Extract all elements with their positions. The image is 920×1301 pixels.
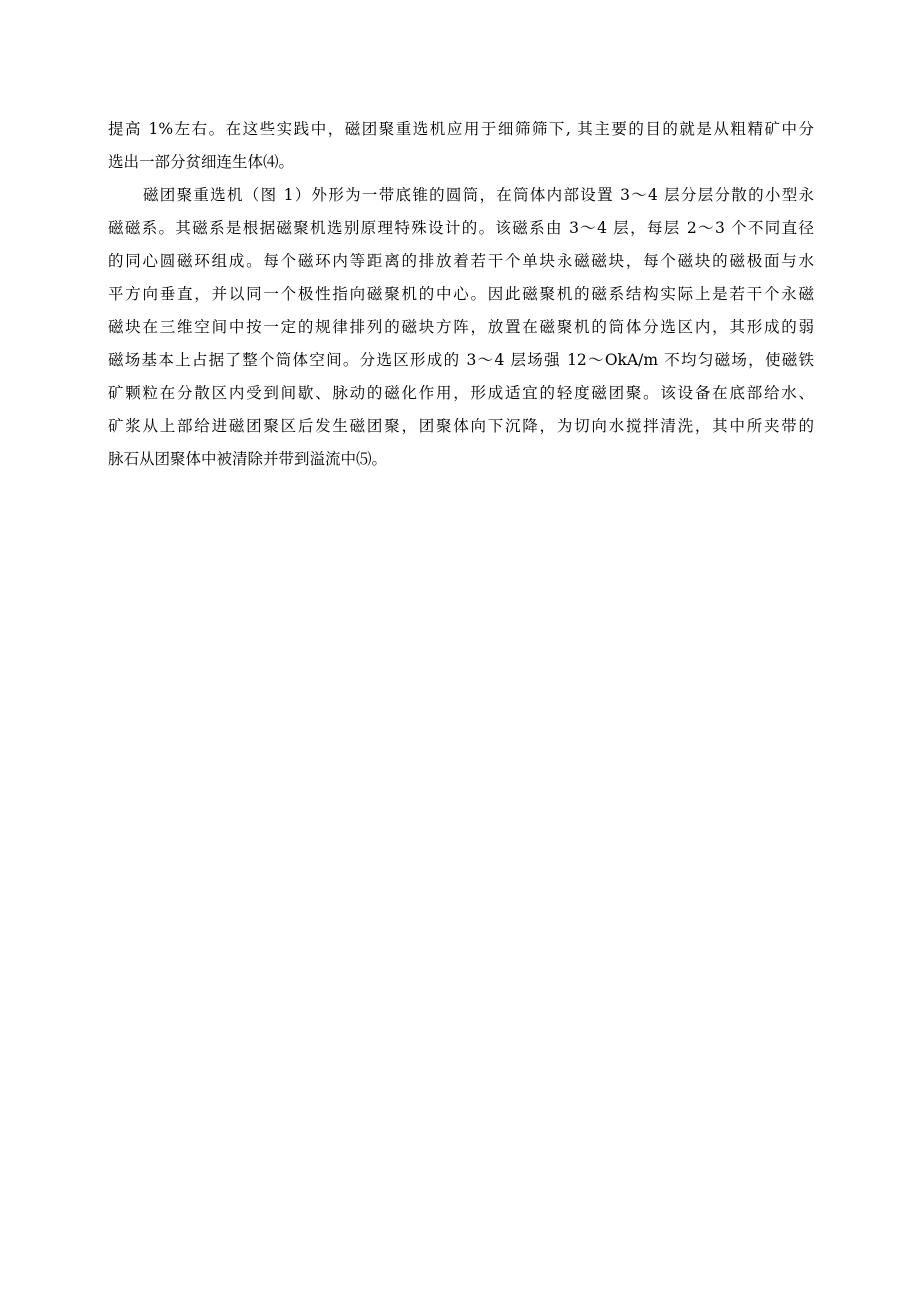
text-line: 磁团聚重选机（图 1）外形为一带底锥的圆筒，在筒体内部设置 3～4 层分层分散的小型永 — [143, 186, 814, 204]
text-line: 矿颗粒在分散区内受到间歇、脉动的磁化作用，形成适宜的轻度磁团聚。该设备在底部给水、 — [108, 384, 814, 402]
text-line: 提高 1%左右。在这些实践中，磁团聚重选机应用于细筛筛下, 其主要的目的就是从粗精矿中分 — [108, 120, 814, 138]
text-line: 磁磁系。其磁系是根据磁聚机选别原理特殊设计的。该磁系由 3～4 层，每层 2～3 个不同直径 — [108, 219, 814, 237]
text-line: 磁场基本上占据了整个筒体空间。分选区形成的 3～4 层场强 12～OkA/m 不均匀磁场，使磁铁 — [108, 351, 814, 369]
text-line: 的同心圆磁环组成。每个磁环内等距离的排放着若干个单块永磁磁块，每个磁块的磁极面与水 — [108, 252, 814, 270]
text-line: 脉石从团聚体中被清除并带到溢流中⑸。 — [108, 450, 388, 468]
text-line: 矿浆从上部给进磁团聚区后发生磁团聚，团聚体向下沉降，为切向水搅拌清洗，其中所夹带的 — [108, 417, 814, 435]
paragraph-2 — [108, 179, 814, 476]
text-line: 平方向垂直，并以同一个极性指向磁聚机的中心。因此磁聚机的磁系结构实际上是若干个永磁 — [108, 285, 814, 303]
paragraph-1 — [108, 113, 814, 179]
document-body — [108, 113, 814, 476]
text-line: 磁块在三维空间中按一定的规律排列的磁块方阵，放置在磁聚机的筒体分选区内，其形成的弱 — [108, 318, 814, 336]
text-line: 选出一部分贫细连生体⑷。 — [108, 153, 295, 171]
